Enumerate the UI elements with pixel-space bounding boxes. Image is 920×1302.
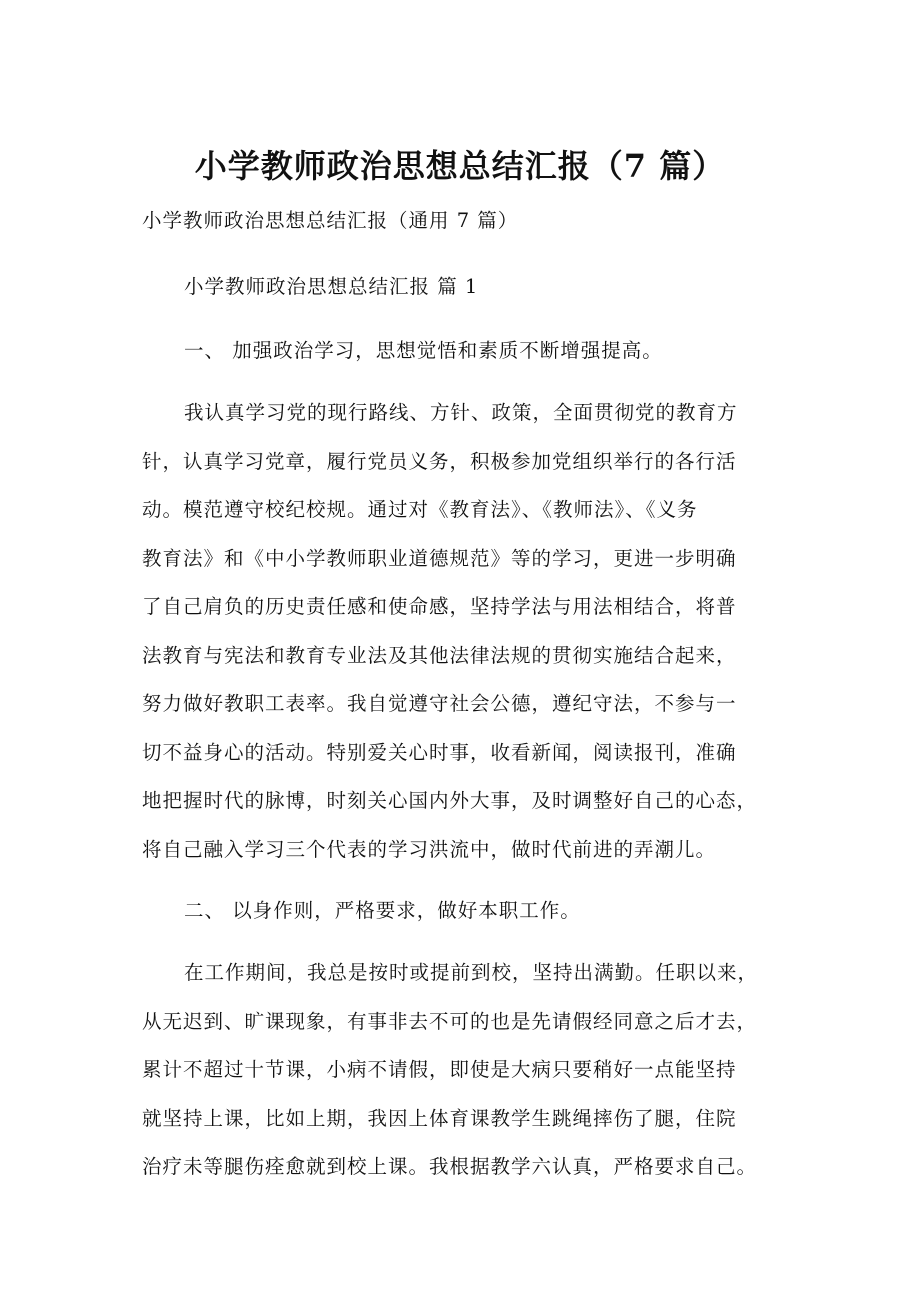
paragraph-line: 努力做好教职工表率。我自觉遵守社会公德，遵纪守法，不参与一 <box>142 692 737 715</box>
section-2-paragraph <box>142 958 802 1201</box>
article-heading: 小学教师政治思想总结汇报 篇 1 <box>184 275 479 298</box>
paragraph-line: 在工作期间，我总是按时或提前到校，坚持出满勤。任职以来， <box>184 961 759 984</box>
document-subtitle: 小学教师政治思想总结汇报（通用 7 篇） <box>142 209 519 232</box>
paragraph-line: 了自己肩负的历史责任感和使命感，坚持学法与用法相结合，将普 <box>142 595 737 618</box>
paragraph-line: 法教育与宪法和教育专业法及其他法律法规的贯彻实施结合起来， <box>142 643 737 667</box>
section-1-heading: 一、 加强政治学习，思想觉悟和素质不断增强提高。 <box>184 339 663 362</box>
paragraph-line: 教育法》和《中小学教师职业道德规范》等的学习，更进一步明确 <box>142 546 737 570</box>
paragraph-line: 从无迟到、旷课现象，有事非去不可的也是先请假经同意之后才去， <box>142 1009 758 1033</box>
paragraph-line: 我认真学习党的现行路线、方针、政策，全面贯彻党的教育方 <box>184 401 738 424</box>
paragraph-line: 治疗未等腿伤痊愈就到校上课。我根据教学六认真，严格要求自己。 <box>142 1155 758 1178</box>
paragraph-line: 针，认真学习党章，履行党员义务，积极参加党组织举行的各行活 <box>142 449 737 473</box>
paragraph-line: 地把握时代的脉博，时刻关心国内外大事，及时调整好自己的心态， <box>142 789 758 812</box>
paragraph-line: 动。模范遵守校纪校规。通过对《教育法》、《教师法》、《义务 <box>142 498 698 521</box>
section-2-heading: 二、 以身作则，严格要求，做好本职工作。 <box>184 899 581 922</box>
paragraph-line: 将自己融入学习三个代表的学习洪流中，做时代前进的弄潮儿。 <box>142 837 717 861</box>
paragraph-line: 累计不超过十节课，小病不请假，即使是大病只要稍好一点能坚持 <box>142 1058 737 1081</box>
document-title: 小学教师政治思想总结汇报（7 篇） <box>194 147 726 185</box>
section-1-paragraph <box>142 398 802 883</box>
paragraph-line: 就坚持上课，比如上期，我因上体育课教学生跳绳摔伤了腿，住院 <box>142 1106 737 1130</box>
paragraph-line: 切不益身心的活动。特别爱关心时事，收看新闻，阅读报刊，准确 <box>142 740 737 764</box>
